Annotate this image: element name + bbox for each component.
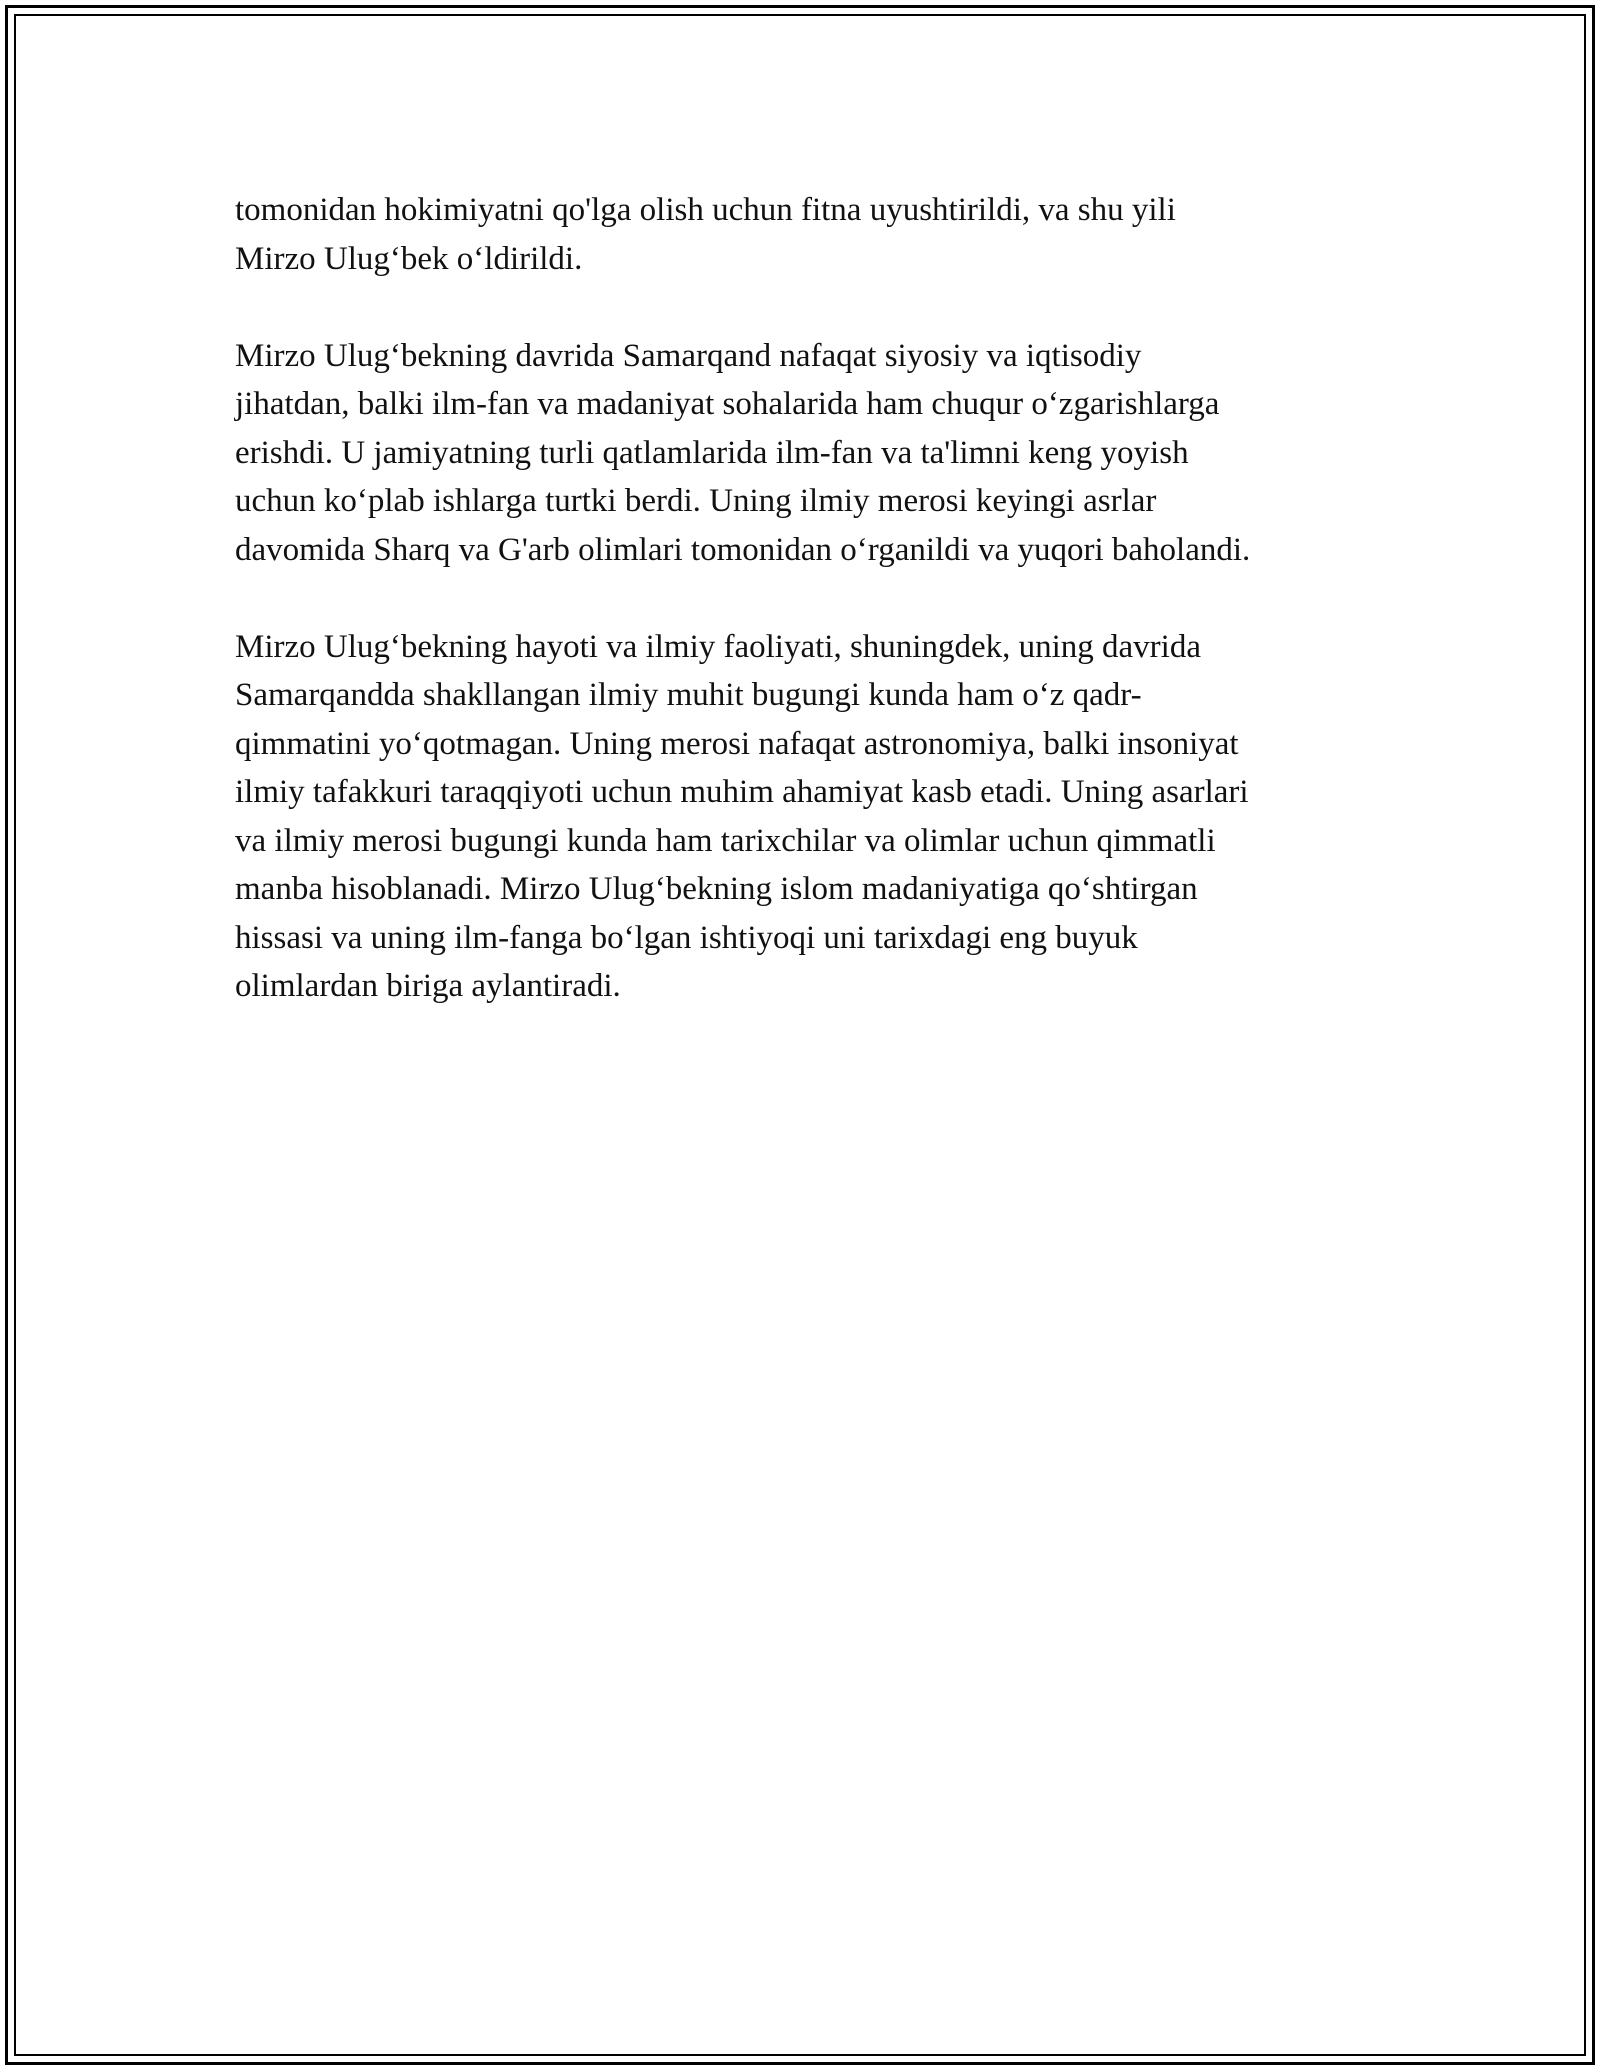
text-line: jihatdan, balki ilm-fan va madaniyat sohalarida ham chuqur o‘zgarishlarga xyxy=(235,386,1220,422)
text-line: va ilmiy merosi bugungi kunda ham tarixchilar va olimlar uchun qimmatli xyxy=(235,822,1216,859)
paragraph-1 xyxy=(235,186,1385,283)
text-line: hissasi va uning ilm-fanga bo‘lgan ishtiyoqi uni tarixdagi eng buyuk xyxy=(235,919,1138,956)
text-line: Mirzo Ulug‘bek o‘ldirildi. xyxy=(235,240,583,277)
paragraph-3 xyxy=(235,623,1385,1011)
text-line: qimmatini yo‘qotmagan. Uning merosi nafaqat astronomiya, balki insoniyat xyxy=(235,725,1239,762)
text-line: tomonidan hokimiyatni qo'lga olish uchun fitna uyushtirildi, va shu yili xyxy=(235,192,1176,228)
text-line: davomida Sharq va G'arb olimlari tomonidan o‘rganildi va yuqori baholandi. xyxy=(235,531,1251,568)
paragraph-2 xyxy=(235,332,1385,575)
text-line: uchun ko‘plab ishlarga turtki berdi. Uning ilmiy merosi keyingi asrlar xyxy=(235,483,1157,519)
text-line: Mirzo Ulug‘bekning davrida Samarqand nafaqat siyosiy va iqtisodiy xyxy=(235,337,1142,374)
text-line: ilmiy tafakkuri taraqqiyoti uchun muhim ahamiyat kasb etadi. Uning asarlari xyxy=(235,774,1249,810)
text-line: Samarqandda shakllangan ilmiy muhit bugungi kunda ham o‘z qadr- xyxy=(235,677,1142,713)
text-line: olimlardan biriga aylantiradi. xyxy=(235,968,621,1004)
text-line: Mirzo Ulug‘bekning hayoti va ilmiy faoliyati, shuningdek, uning davrida xyxy=(235,628,1201,665)
text-line: erishdi. U jamiyatning turli qatlamlarida ilm-fan va ta'limni keng yoyish xyxy=(235,434,1189,471)
document-body xyxy=(235,186,1385,1059)
text-line: manba hisoblanadi. Mirzo Ulug‘bekning islom madaniyatiga qo‘shtirgan xyxy=(235,871,1198,907)
